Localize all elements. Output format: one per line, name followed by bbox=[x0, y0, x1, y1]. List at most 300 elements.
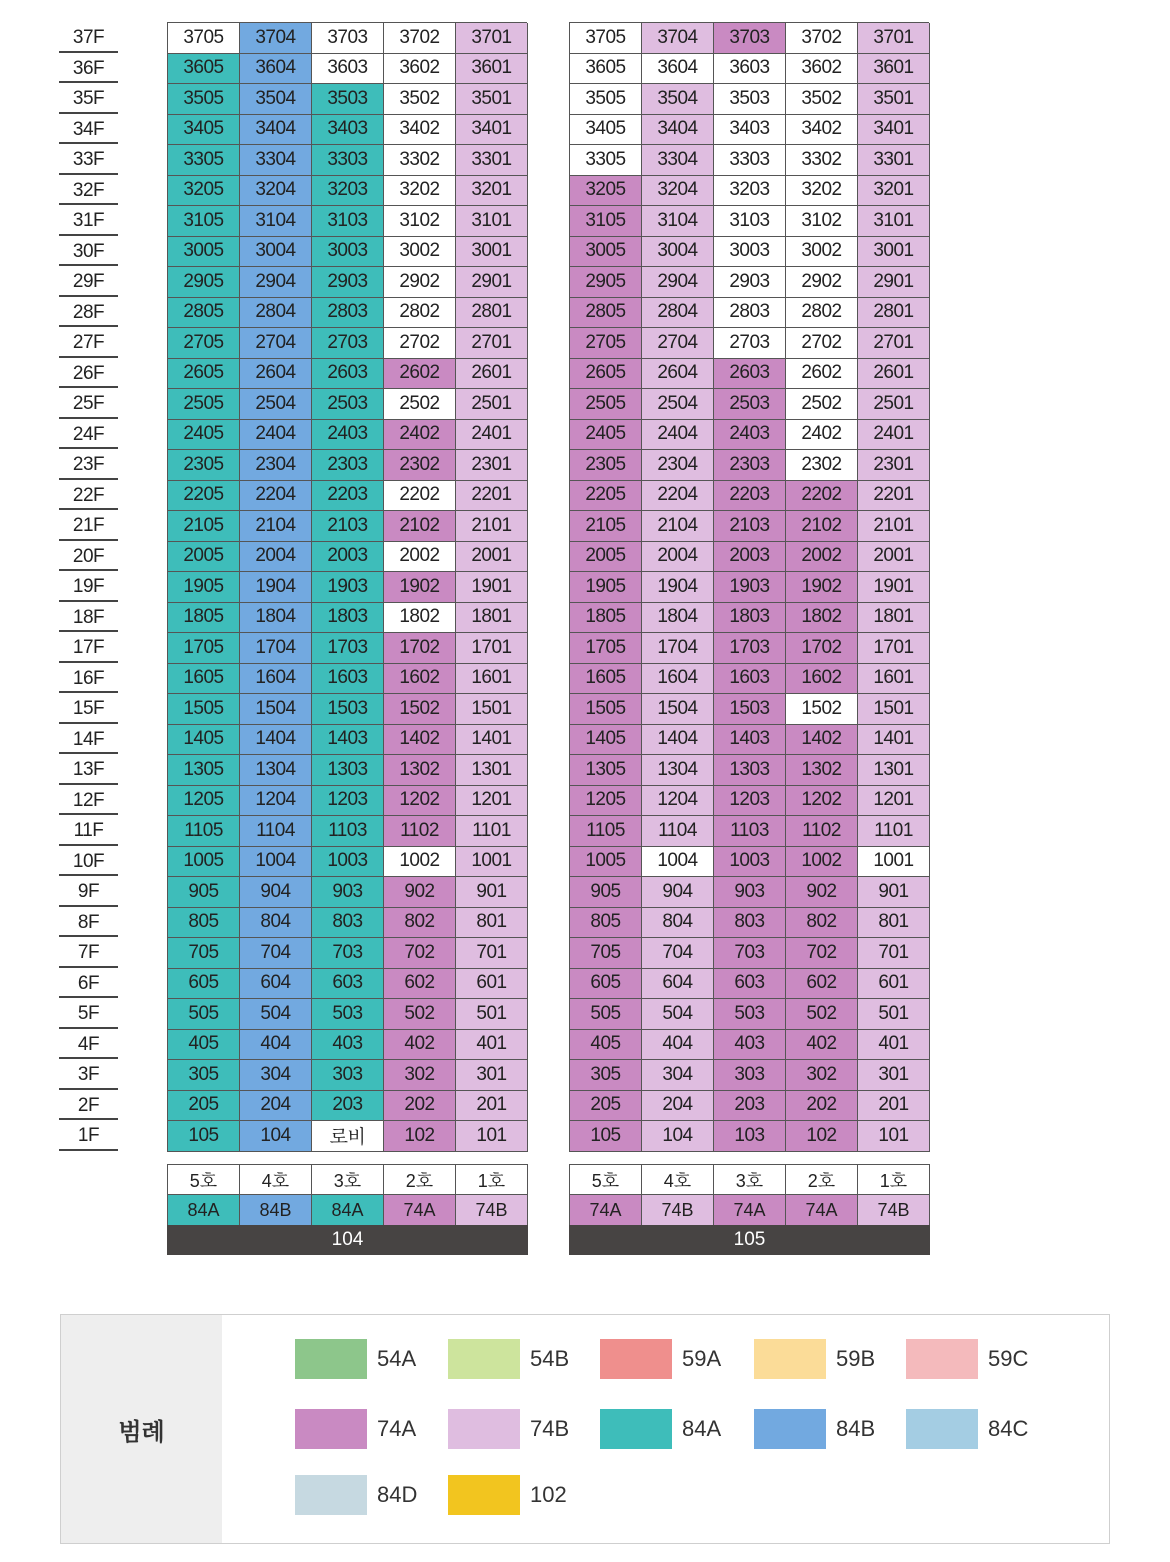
unit-cell: 2003 bbox=[714, 542, 786, 573]
unit-cell: 1204 bbox=[240, 786, 312, 817]
unit-cell: 1504 bbox=[642, 694, 714, 725]
unit-cell: 604 bbox=[642, 969, 714, 1000]
unit-cell: 3005 bbox=[570, 237, 642, 268]
unit-cell: 3504 bbox=[240, 84, 312, 115]
unit-cell: 3201 bbox=[858, 176, 930, 207]
unit-cell: 2304 bbox=[240, 450, 312, 481]
unit-cell: 1001 bbox=[858, 847, 930, 878]
unit-cell: 2803 bbox=[312, 298, 384, 329]
unit-cell: 3505 bbox=[168, 84, 240, 115]
unit-cell: 3102 bbox=[384, 206, 456, 237]
unit-cell: 702 bbox=[786, 938, 858, 969]
unit-cell: 3304 bbox=[642, 145, 714, 176]
unit-cell: 901 bbox=[858, 877, 930, 908]
unit-cell: 2402 bbox=[384, 420, 456, 451]
unit-cell: 3601 bbox=[858, 54, 930, 85]
unit-cell: 1402 bbox=[384, 725, 456, 756]
unit-cell: 3701 bbox=[456, 23, 528, 54]
unit-cell: 1601 bbox=[858, 664, 930, 695]
unit-cell: 1804 bbox=[240, 603, 312, 634]
unit-cell: 3205 bbox=[168, 176, 240, 207]
unit-cell: 2905 bbox=[570, 267, 642, 298]
unit-cell: 1403 bbox=[714, 725, 786, 756]
unit-cell: 1502 bbox=[786, 694, 858, 725]
ho-label: 4호 bbox=[240, 1165, 312, 1195]
floor-label: 33F bbox=[59, 144, 118, 175]
unit-cell: 3504 bbox=[642, 84, 714, 115]
unit-cell: 3305 bbox=[168, 145, 240, 176]
unit-cell: 2602 bbox=[384, 359, 456, 390]
unit-cell: 1505 bbox=[570, 694, 642, 725]
unit-cell: 1501 bbox=[456, 694, 528, 725]
unit-cell: 1001 bbox=[456, 847, 528, 878]
unit-cell: 1002 bbox=[384, 847, 456, 878]
unit-cell: 204 bbox=[240, 1091, 312, 1122]
type-label: 74A bbox=[786, 1195, 858, 1225]
unit-cell: 3501 bbox=[858, 84, 930, 115]
unit-cell: 2702 bbox=[786, 328, 858, 359]
type-row-105 bbox=[569, 1195, 930, 1225]
unit-cell: 2201 bbox=[858, 481, 930, 512]
unit-cell: 101 bbox=[858, 1121, 930, 1152]
legend-item bbox=[906, 1409, 1028, 1449]
unit-cell: 2501 bbox=[858, 389, 930, 420]
unit-cell: 1301 bbox=[858, 755, 930, 786]
unit-cell: 3004 bbox=[642, 237, 714, 268]
unit-cell: 1801 bbox=[858, 603, 930, 634]
unit-cell: 1302 bbox=[786, 755, 858, 786]
unit-cell: 3302 bbox=[786, 145, 858, 176]
legend-label: 74A bbox=[377, 1416, 417, 1441]
unit-cell: 1002 bbox=[786, 847, 858, 878]
floor-label: 17F bbox=[59, 632, 118, 663]
unit-cell: 1004 bbox=[642, 847, 714, 878]
floor-label: 9F bbox=[59, 876, 118, 907]
unit-cell: 105 bbox=[570, 1121, 642, 1152]
floor-label: 36F bbox=[59, 53, 118, 84]
legend-label: 59A bbox=[682, 1346, 722, 1371]
unit-cell: 2105 bbox=[168, 511, 240, 542]
unit-cell: 2804 bbox=[642, 298, 714, 329]
building-name-105: 105 bbox=[569, 1225, 930, 1255]
unit-cell: 1205 bbox=[168, 786, 240, 817]
unit-cell: 1405 bbox=[168, 725, 240, 756]
unit-cell: 3003 bbox=[714, 237, 786, 268]
unit-cell: 303 bbox=[312, 1060, 384, 1091]
unit-cell: 2101 bbox=[456, 511, 528, 542]
unit-cell: 2705 bbox=[570, 328, 642, 359]
unit-cell: 2603 bbox=[312, 359, 384, 390]
unit-cell: 2103 bbox=[312, 511, 384, 542]
legend bbox=[60, 1314, 1110, 1544]
ho-label: 2호 bbox=[786, 1165, 858, 1195]
unit-cell: 1604 bbox=[642, 664, 714, 695]
unit-cell: 601 bbox=[456, 969, 528, 1000]
floor-label: 32F bbox=[59, 175, 118, 206]
unit-cell: 1703 bbox=[312, 633, 384, 664]
unit-cell: 903 bbox=[714, 877, 786, 908]
unit-cell: 405 bbox=[570, 1030, 642, 1061]
unit-cell: 104 bbox=[240, 1121, 312, 1152]
floor-label: 6F bbox=[59, 968, 118, 999]
floor-label: 18F bbox=[59, 602, 118, 633]
floor-label: 11F bbox=[59, 815, 118, 846]
unit-cell: 1101 bbox=[456, 816, 528, 847]
legend-swatch bbox=[448, 1409, 520, 1449]
unit-cell: 301 bbox=[858, 1060, 930, 1091]
unit-cell: 1404 bbox=[240, 725, 312, 756]
unit-cell: 1202 bbox=[786, 786, 858, 817]
unit-cell: 2801 bbox=[456, 298, 528, 329]
floor-label: 31F bbox=[59, 205, 118, 236]
unit-cell: 3104 bbox=[240, 206, 312, 237]
unit-cell: 1103 bbox=[312, 816, 384, 847]
unit-cell: 404 bbox=[240, 1030, 312, 1061]
unit-cell: 905 bbox=[570, 877, 642, 908]
floor-label: 10F bbox=[59, 846, 118, 877]
legend-label: 84D bbox=[377, 1482, 418, 1507]
unit-cell: 1403 bbox=[312, 725, 384, 756]
type-label: 74B bbox=[642, 1195, 714, 1225]
unit-cell: 3403 bbox=[714, 115, 786, 146]
unit-cell: 403 bbox=[312, 1030, 384, 1061]
unit-cell: 2505 bbox=[168, 389, 240, 420]
floor-label: 19F bbox=[59, 571, 118, 602]
unit-cell: 3704 bbox=[240, 23, 312, 54]
legend-label: 59C bbox=[988, 1346, 1029, 1371]
legend-item bbox=[295, 1409, 416, 1449]
unit-cell: 1102 bbox=[384, 816, 456, 847]
unit-cell: 901 bbox=[456, 877, 528, 908]
unit-cell: 1901 bbox=[858, 572, 930, 603]
unit-cell: 301 bbox=[456, 1060, 528, 1091]
unit-cell: 3703 bbox=[312, 23, 384, 54]
unit-cell: 1104 bbox=[642, 816, 714, 847]
floor-label: 29F bbox=[59, 266, 118, 297]
unit-cell: 3201 bbox=[456, 176, 528, 207]
unit-cell: 904 bbox=[240, 877, 312, 908]
floor-label: 22F bbox=[59, 480, 118, 511]
unit-cell: 204 bbox=[642, 1091, 714, 1122]
unit-cell: 2404 bbox=[642, 420, 714, 451]
floor-label: 8F bbox=[59, 907, 118, 938]
unit-cell: 2903 bbox=[714, 267, 786, 298]
unit-cell: 1703 bbox=[714, 633, 786, 664]
unit-cell: 1702 bbox=[384, 633, 456, 664]
unit-cell: 2402 bbox=[786, 420, 858, 451]
unit-cell: 1504 bbox=[240, 694, 312, 725]
unit-cell: 402 bbox=[384, 1030, 456, 1061]
unit-cell: 904 bbox=[642, 877, 714, 908]
unit-cell: 2601 bbox=[456, 359, 528, 390]
type-label: 74B bbox=[858, 1195, 930, 1225]
unit-cell: 201 bbox=[456, 1091, 528, 1122]
unit-cell: 3605 bbox=[570, 54, 642, 85]
legend-item bbox=[754, 1339, 875, 1379]
unit-cell: 로비 bbox=[312, 1121, 384, 1152]
legend-label: 102 bbox=[530, 1482, 567, 1507]
ho-label: 3호 bbox=[312, 1165, 384, 1195]
unit-cell: 305 bbox=[570, 1060, 642, 1091]
unit-cell: 803 bbox=[714, 908, 786, 939]
unit-cell: 3502 bbox=[786, 84, 858, 115]
building-footer-105 bbox=[569, 1164, 930, 1255]
unit-cell: 1103 bbox=[714, 816, 786, 847]
legend-item bbox=[448, 1409, 569, 1449]
unit-cell: 1301 bbox=[456, 755, 528, 786]
unit-cell: 604 bbox=[240, 969, 312, 1000]
legend-item bbox=[448, 1475, 567, 1515]
unit-cell: 1602 bbox=[384, 664, 456, 695]
legend-swatch bbox=[600, 1409, 672, 1449]
unit-cell: 2701 bbox=[858, 328, 930, 359]
unit-cell: 1604 bbox=[240, 664, 312, 695]
unit-cell: 1802 bbox=[384, 603, 456, 634]
unit-cell: 802 bbox=[786, 908, 858, 939]
unit-cell: 705 bbox=[168, 938, 240, 969]
unit-cell: 1804 bbox=[642, 603, 714, 634]
unit-cell: 905 bbox=[168, 877, 240, 908]
unit-cell: 801 bbox=[456, 908, 528, 939]
unit-cell: 804 bbox=[240, 908, 312, 939]
unit-cell: 3101 bbox=[456, 206, 528, 237]
unit-cell: 505 bbox=[168, 999, 240, 1030]
unit-cell: 2005 bbox=[168, 542, 240, 573]
unit-cell: 701 bbox=[858, 938, 930, 969]
unit-cell: 2004 bbox=[642, 542, 714, 573]
unit-cell: 2204 bbox=[642, 481, 714, 512]
unit-cell: 1603 bbox=[312, 664, 384, 695]
unit-cell: 3405 bbox=[570, 115, 642, 146]
unit-cell: 503 bbox=[714, 999, 786, 1030]
unit-cell: 603 bbox=[312, 969, 384, 1000]
unit-cell: 2603 bbox=[714, 359, 786, 390]
unit-cell: 1803 bbox=[312, 603, 384, 634]
unit-cell: 1903 bbox=[714, 572, 786, 603]
unit-cell: 3103 bbox=[714, 206, 786, 237]
unit-cell: 2303 bbox=[312, 450, 384, 481]
unit-cell: 2101 bbox=[858, 511, 930, 542]
unit-cell: 3604 bbox=[642, 54, 714, 85]
unit-cell: 3402 bbox=[786, 115, 858, 146]
legend-item bbox=[754, 1409, 875, 1449]
floor-label: 30F bbox=[59, 236, 118, 267]
unit-cell: 2304 bbox=[642, 450, 714, 481]
unit-cell: 402 bbox=[786, 1030, 858, 1061]
unit-cell: 2701 bbox=[456, 328, 528, 359]
unit-cell: 2902 bbox=[786, 267, 858, 298]
unit-cell: 501 bbox=[858, 999, 930, 1030]
unit-grid-104 bbox=[167, 22, 527, 1152]
unit-cell: 2704 bbox=[642, 328, 714, 359]
unit-cell: 1705 bbox=[168, 633, 240, 664]
floor-label: 3F bbox=[59, 1059, 118, 1090]
unit-cell: 1805 bbox=[570, 603, 642, 634]
unit-cell: 1502 bbox=[384, 694, 456, 725]
unit-cell: 1105 bbox=[570, 816, 642, 847]
floor-label: 35F bbox=[59, 83, 118, 114]
unit-cell: 1305 bbox=[168, 755, 240, 786]
unit-cell: 1303 bbox=[312, 755, 384, 786]
unit-cell: 1102 bbox=[786, 816, 858, 847]
type-label: 74A bbox=[384, 1195, 456, 1225]
unit-cell: 902 bbox=[384, 877, 456, 908]
legend-item bbox=[600, 1409, 721, 1449]
floor-label: 14F bbox=[59, 724, 118, 755]
unit-cell: 3702 bbox=[384, 23, 456, 54]
legend-title: 범례 bbox=[61, 1315, 222, 1543]
unit-cell: 3203 bbox=[312, 176, 384, 207]
unit-cell: 3003 bbox=[312, 237, 384, 268]
unit-cell: 2005 bbox=[570, 542, 642, 573]
unit-cell: 2805 bbox=[168, 298, 240, 329]
unit-cell: 2904 bbox=[642, 267, 714, 298]
unit-cell: 101 bbox=[456, 1121, 528, 1152]
unit-cell: 2404 bbox=[240, 420, 312, 451]
unit-cell: 405 bbox=[168, 1030, 240, 1061]
unit-cell: 3104 bbox=[642, 206, 714, 237]
unit-cell: 3002 bbox=[384, 237, 456, 268]
unit-cell: 104 bbox=[642, 1121, 714, 1152]
floor-label: 7F bbox=[59, 937, 118, 968]
legend-label: 54A bbox=[377, 1346, 417, 1371]
unit-cell: 702 bbox=[384, 938, 456, 969]
unit-cell: 502 bbox=[786, 999, 858, 1030]
type-label: 84A bbox=[168, 1195, 240, 1225]
unit-cell: 1903 bbox=[312, 572, 384, 603]
unit-cell: 3301 bbox=[456, 145, 528, 176]
unit-cell: 3705 bbox=[168, 23, 240, 54]
unit-cell: 903 bbox=[312, 877, 384, 908]
unit-cell: 2901 bbox=[456, 267, 528, 298]
unit-cell: 502 bbox=[384, 999, 456, 1030]
unit-cell: 2204 bbox=[240, 481, 312, 512]
unit-cell: 3301 bbox=[858, 145, 930, 176]
unit-cell: 3401 bbox=[858, 115, 930, 146]
unit-cell: 3503 bbox=[312, 84, 384, 115]
floor-label: 20F bbox=[59, 541, 118, 572]
floor-label: 24F bbox=[59, 419, 118, 450]
unit-cell: 1201 bbox=[858, 786, 930, 817]
unit-cell: 3102 bbox=[786, 206, 858, 237]
unit-cell: 504 bbox=[642, 999, 714, 1030]
unit-cell: 201 bbox=[858, 1091, 930, 1122]
unit-cell: 203 bbox=[714, 1091, 786, 1122]
unit-cell: 3303 bbox=[714, 145, 786, 176]
unit-cell: 404 bbox=[642, 1030, 714, 1061]
unit-cell: 1202 bbox=[384, 786, 456, 817]
unit-cell: 3005 bbox=[168, 237, 240, 268]
floor-label: 2F bbox=[59, 1090, 118, 1121]
unit-cell: 2201 bbox=[456, 481, 528, 512]
unit-cell: 602 bbox=[384, 969, 456, 1000]
unit-cell: 1905 bbox=[570, 572, 642, 603]
floor-label: 5F bbox=[59, 998, 118, 1029]
unit-cell: 2401 bbox=[858, 420, 930, 451]
unit-cell: 3204 bbox=[642, 176, 714, 207]
unit-cell: 605 bbox=[570, 969, 642, 1000]
unit-cell: 1303 bbox=[714, 755, 786, 786]
unit-cell: 2202 bbox=[786, 481, 858, 512]
unit-cell: 703 bbox=[312, 938, 384, 969]
unit-cell: 2901 bbox=[858, 267, 930, 298]
unit-cell: 2604 bbox=[642, 359, 714, 390]
legend-label: 84A bbox=[682, 1416, 722, 1441]
floor-label: 25F bbox=[59, 388, 118, 419]
unit-cell: 304 bbox=[642, 1060, 714, 1091]
ho-label: 4호 bbox=[642, 1165, 714, 1195]
unit-cell: 3502 bbox=[384, 84, 456, 115]
type-label: 74A bbox=[570, 1195, 642, 1225]
unit-cell: 1901 bbox=[456, 572, 528, 603]
unit-cell: 3105 bbox=[570, 206, 642, 237]
unit-cell: 2401 bbox=[456, 420, 528, 451]
building-footer-104 bbox=[167, 1164, 528, 1255]
unit-cell: 2202 bbox=[384, 481, 456, 512]
unit-cell: 303 bbox=[714, 1060, 786, 1091]
unit-cell: 501 bbox=[456, 999, 528, 1030]
unit-cell: 3604 bbox=[240, 54, 312, 85]
unit-cell: 2205 bbox=[570, 481, 642, 512]
legend-label: 84C bbox=[988, 1416, 1029, 1441]
unit-cell: 3703 bbox=[714, 23, 786, 54]
unit-cell: 205 bbox=[168, 1091, 240, 1122]
unit-cell: 1802 bbox=[786, 603, 858, 634]
legend-items bbox=[222, 1315, 1109, 1543]
legend-label: 74B bbox=[530, 1416, 570, 1441]
unit-cell: 2502 bbox=[384, 389, 456, 420]
unit-cell: 1105 bbox=[168, 816, 240, 847]
unit-cell: 2604 bbox=[240, 359, 312, 390]
unit-cell: 2505 bbox=[570, 389, 642, 420]
unit-cell: 3403 bbox=[312, 115, 384, 146]
unit-cell: 2902 bbox=[384, 267, 456, 298]
unit-cell: 3603 bbox=[312, 54, 384, 85]
unit-cell: 3101 bbox=[858, 206, 930, 237]
legend-label: 84B bbox=[836, 1416, 876, 1441]
unit-cell: 2801 bbox=[858, 298, 930, 329]
unit-cell: 2702 bbox=[384, 328, 456, 359]
unit-cell: 203 bbox=[312, 1091, 384, 1122]
legend-swatch bbox=[448, 1475, 520, 1515]
unit-cell: 2703 bbox=[714, 328, 786, 359]
unit-cell: 1705 bbox=[570, 633, 642, 664]
legend-swatch bbox=[754, 1339, 826, 1379]
unit-cell: 1701 bbox=[456, 633, 528, 664]
ho-row-104 bbox=[167, 1164, 528, 1195]
legend-swatch bbox=[295, 1339, 367, 1379]
unit-cell: 3404 bbox=[642, 115, 714, 146]
unit-cell: 1405 bbox=[570, 725, 642, 756]
unit-cell: 102 bbox=[786, 1121, 858, 1152]
legend-label: 59B bbox=[836, 1346, 876, 1371]
unit-cell: 102 bbox=[384, 1121, 456, 1152]
unit-cell: 2405 bbox=[168, 420, 240, 451]
unit-cell: 1702 bbox=[786, 633, 858, 664]
unit-cell: 1704 bbox=[240, 633, 312, 664]
unit-cell: 1902 bbox=[384, 572, 456, 603]
unit-cell: 3704 bbox=[642, 23, 714, 54]
unit-cell: 1104 bbox=[240, 816, 312, 847]
floor-label: 15F bbox=[59, 693, 118, 724]
unit-cell: 2403 bbox=[312, 420, 384, 451]
unit-cell: 2704 bbox=[240, 328, 312, 359]
unit-cell: 1605 bbox=[570, 664, 642, 695]
unit-cell: 2102 bbox=[786, 511, 858, 542]
legend-swatch bbox=[906, 1339, 978, 1379]
floor-label: 23F bbox=[59, 449, 118, 480]
floor-label: 26F bbox=[59, 358, 118, 389]
